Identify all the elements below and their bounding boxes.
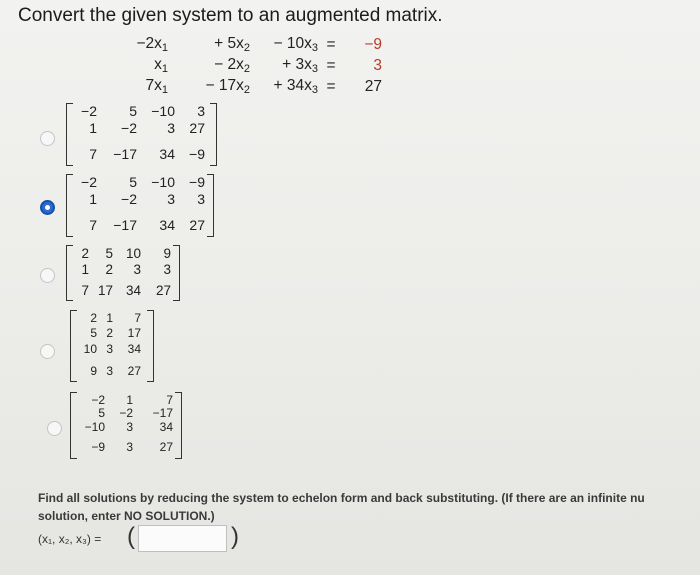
matrix-cell: 3 (126, 420, 133, 434)
operator: − (201, 77, 219, 94)
matrix-cell: 3 (167, 120, 175, 136)
matrix-cell: 3 (106, 364, 113, 378)
question-prompt: Convert the given system to an augmented matrix. (18, 5, 443, 26)
matrix-cell: 10 (83, 342, 97, 356)
matrix-cell: −9 (189, 174, 205, 190)
matrix-cell: 5 (129, 103, 137, 119)
operator: − (209, 56, 228, 73)
subscript: 2 (243, 84, 250, 96)
matrix-cell: 5 (129, 174, 137, 190)
operator: + (269, 77, 287, 94)
option-5-radio[interactable] (47, 421, 62, 436)
matrix-cell: 34 (159, 420, 173, 434)
matrix-cell: 7 (81, 283, 89, 298)
term: 10x (286, 35, 312, 52)
matrix-cell: 7 (166, 393, 173, 407)
subscript: 2 (243, 42, 250, 54)
operator: + (277, 56, 296, 73)
matrix-cell: 7 (89, 146, 97, 162)
matrix-cell: 3 (163, 262, 171, 277)
operator: − (269, 35, 287, 52)
equals-sign: = (326, 56, 336, 74)
matrix-cell: −17 (113, 146, 137, 162)
subscript: 2 (243, 63, 250, 75)
instruction-line-2: solution, enter NO SOLUTION.) (38, 509, 215, 523)
matrix-cell: −2 (119, 406, 133, 420)
matrix-cell: 5 (98, 406, 105, 420)
option-1-radio[interactable] (40, 131, 55, 146)
matrix-cell: 17 (97, 283, 113, 298)
close-paren: ) (231, 523, 239, 550)
matrix-cell: 3 (197, 103, 205, 119)
option-2-radio[interactable] (40, 200, 55, 215)
matrix-cell: 34 (159, 146, 175, 162)
equation-row-1 (80, 34, 382, 55)
matrix-cell: 1 (106, 311, 113, 325)
subscript: 1 (161, 42, 168, 54)
term: x (154, 56, 162, 73)
answer-label: (x₁, x₂, x₃) = (38, 532, 102, 546)
equals-sign: = (326, 77, 336, 95)
option-5-matrix[interactable] (70, 392, 182, 459)
option-3-radio[interactable] (40, 268, 55, 283)
term: 3x (295, 56, 312, 73)
matrix-cell: 34 (127, 342, 141, 356)
matrix-cell: 9 (163, 246, 171, 261)
matrix-cell: 1 (126, 393, 133, 407)
term: 5x (227, 35, 244, 52)
matrix-cell: 1 (89, 191, 97, 207)
instruction-line-1: Find all solutions by reducing the system to echelon form and back substituting. (If there are an infinite nu (38, 491, 645, 505)
subscript: 3 (311, 84, 318, 96)
matrix-cell: 7 (89, 217, 97, 233)
option-2-matrix[interactable] (66, 174, 214, 237)
option-4-matrix[interactable] (70, 310, 154, 382)
equals-sign: = (326, 35, 336, 53)
subscript: 1 (161, 63, 168, 75)
subscript: 1 (161, 84, 168, 96)
matrix-cell: 3 (133, 262, 141, 277)
matrix-cell: −10 (84, 420, 105, 434)
matrix-cell: 2 (106, 326, 113, 340)
matrix-cell: 5 (90, 326, 97, 340)
matrix-cell: 17 (127, 326, 141, 340)
equation-system (80, 34, 382, 97)
answer-input[interactable] (138, 525, 227, 552)
subscript: 3 (311, 63, 318, 75)
matrix-cell: 34 (159, 217, 175, 233)
matrix-cell: −2 (91, 393, 105, 407)
matrix-cell: −17 (152, 406, 173, 420)
term: 2x (227, 56, 244, 73)
matrix-cell: 1 (89, 120, 97, 136)
matrix-cell: 3 (167, 191, 175, 207)
instruction-text (38, 489, 698, 525)
matrix-cell: 2 (105, 262, 113, 277)
operator: + (209, 35, 228, 52)
term: 34x (286, 77, 312, 94)
matrix-cell: 34 (125, 283, 141, 298)
term: 17x (218, 77, 244, 94)
equation-row-3 (80, 76, 382, 97)
term: −2x (136, 35, 162, 52)
matrix-cell: −10 (151, 103, 175, 119)
option-3-matrix[interactable] (66, 245, 180, 301)
matrix-cell: 5 (105, 246, 113, 261)
matrix-cell: 27 (159, 440, 173, 454)
matrix-cell: 27 (155, 283, 171, 298)
matrix-cell: −2 (121, 120, 137, 136)
matrix-cell: −9 (189, 146, 205, 162)
matrix-cell: 3 (126, 440, 133, 454)
matrix-cell: 7 (134, 311, 141, 325)
matrix-cell: 2 (81, 246, 89, 261)
option-1-matrix[interactable] (66, 103, 217, 166)
matrix-cell: −9 (91, 440, 105, 454)
matrix-cell: −2 (81, 174, 97, 190)
matrix-cell: 27 (127, 364, 141, 378)
matrix-cell: −2 (81, 103, 97, 119)
matrix-cell: 3 (106, 342, 113, 356)
open-paren: ( (127, 523, 135, 550)
matrix-cell: 10 (125, 246, 141, 261)
right-hand-side: −9 (364, 35, 382, 53)
right-hand-side: 3 (373, 56, 382, 74)
matrix-cell: 27 (189, 217, 205, 233)
matrix-cell: 2 (90, 311, 97, 325)
matrix-cell: 9 (90, 364, 97, 378)
matrix-cell: 27 (189, 120, 205, 136)
matrix-cell: −17 (113, 217, 137, 233)
matrix-cell: −10 (151, 174, 175, 190)
right-hand-side: 27 (364, 77, 382, 95)
subscript: 3 (311, 42, 318, 54)
term: 7x (145, 77, 162, 94)
matrix-cell: 3 (197, 191, 205, 207)
matrix-cell: −2 (121, 191, 137, 207)
equation-row-2 (80, 55, 382, 76)
option-4-radio[interactable] (40, 344, 55, 359)
matrix-cell: 1 (81, 262, 89, 277)
